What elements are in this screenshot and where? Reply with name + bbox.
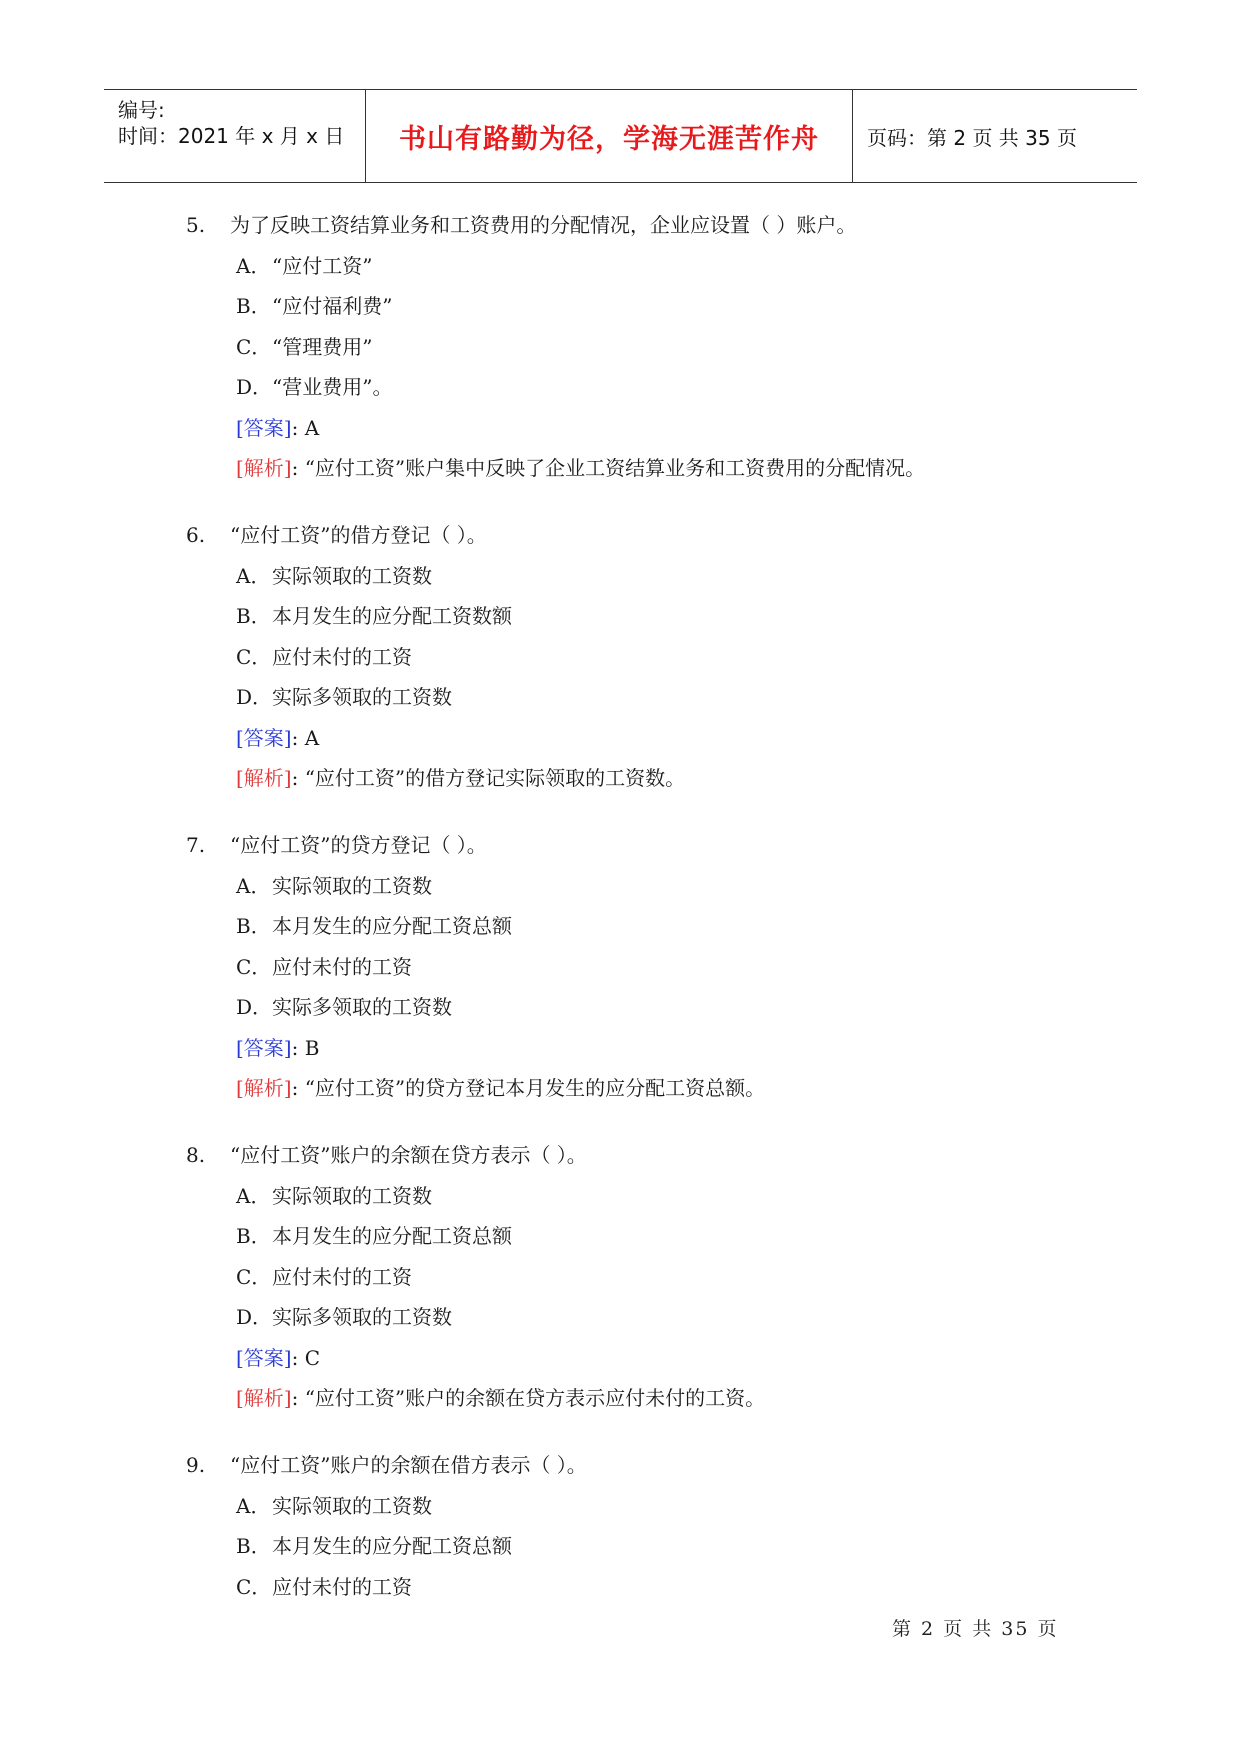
serial-label: 编号: bbox=[118, 98, 165, 122]
option-c bbox=[186, 1567, 1106, 1608]
option-letter: D． bbox=[236, 995, 273, 1019]
header-motto-cell bbox=[366, 90, 853, 182]
option-letter: A． bbox=[236, 563, 271, 588]
answer-line bbox=[186, 408, 1106, 449]
explanation-tag: [解析] bbox=[236, 1076, 292, 1100]
answer-line bbox=[186, 1338, 1106, 1379]
explanation-text: : “应付工资”账户集中反映了企业工资结算业务和工资费用的分配情况。 bbox=[291, 456, 926, 480]
question-number: 8. bbox=[186, 1143, 206, 1167]
option-letter: B． bbox=[236, 1534, 271, 1558]
explanation-line bbox=[186, 1068, 1106, 1109]
option-a bbox=[186, 246, 1106, 287]
option-a bbox=[186, 866, 1106, 907]
answer-value: : A bbox=[291, 725, 320, 750]
option-a bbox=[186, 1486, 1106, 1527]
question-item bbox=[186, 1445, 1106, 1607]
option-text: “营业费用”。 bbox=[272, 375, 393, 399]
question-item bbox=[186, 1135, 1106, 1419]
answer-tag: [答案] bbox=[236, 1345, 292, 1370]
answer-value: : A bbox=[291, 415, 320, 440]
option-b bbox=[186, 1526, 1106, 1567]
option-text: “应付工资” bbox=[272, 253, 373, 278]
question-item bbox=[186, 205, 1106, 489]
option-text: 实际多领取的工资数 bbox=[272, 1305, 452, 1329]
question-text: “应付工资”的贷方登记（ ）。 bbox=[230, 833, 487, 857]
option-letter: B． bbox=[236, 914, 271, 938]
option-letter: B． bbox=[236, 294, 271, 318]
question-number: 9. bbox=[186, 1453, 206, 1477]
option-b bbox=[186, 286, 1106, 327]
question-item bbox=[186, 515, 1106, 799]
option-d bbox=[186, 1297, 1106, 1338]
answer-tag: [答案] bbox=[236, 725, 292, 750]
option-letter: C． bbox=[236, 954, 272, 979]
option-letter: C． bbox=[236, 644, 272, 669]
option-a bbox=[186, 556, 1106, 597]
option-d bbox=[186, 677, 1106, 718]
question-number: 7. bbox=[186, 833, 206, 857]
option-letter: B． bbox=[236, 1224, 271, 1248]
option-letter: A． bbox=[236, 1493, 271, 1518]
option-text: 实际领取的工资数 bbox=[272, 1183, 432, 1208]
answer-line bbox=[186, 718, 1106, 759]
explanation-line bbox=[186, 1378, 1106, 1419]
option-text: 应付未付的工资 bbox=[272, 1264, 412, 1289]
question-stem bbox=[186, 1135, 1106, 1176]
header-page-label: 页码：第 2 页 共 35 页 bbox=[867, 125, 1077, 150]
option-letter: C． bbox=[236, 1574, 272, 1599]
option-text: 应付未付的工资 bbox=[272, 954, 412, 979]
option-letter: D． bbox=[236, 1305, 273, 1329]
question-text: “应付工资”账户的余额在借方表示（ ）。 bbox=[230, 1453, 587, 1477]
question-text: “应付工资”的借方登记（ ）。 bbox=[230, 523, 487, 547]
explanation-tag: [解析] bbox=[236, 766, 292, 790]
option-c bbox=[186, 327, 1106, 368]
question-number: 5. bbox=[186, 213, 206, 237]
option-a bbox=[186, 1176, 1106, 1217]
option-c bbox=[186, 1257, 1106, 1298]
option-d bbox=[186, 367, 1106, 408]
option-b bbox=[186, 906, 1106, 947]
question-stem bbox=[186, 205, 1106, 246]
option-text: “应付福利费” bbox=[272, 294, 393, 318]
question-stem bbox=[186, 1445, 1106, 1486]
explanation-text: : “应付工资”的贷方登记本月发生的应分配工资总额。 bbox=[291, 1076, 766, 1100]
explanation-tag: [解析] bbox=[236, 1386, 292, 1410]
option-c bbox=[186, 947, 1106, 988]
option-letter: D． bbox=[236, 685, 273, 709]
header-meta bbox=[104, 90, 366, 182]
question-item bbox=[186, 825, 1106, 1109]
header-page-cell bbox=[853, 90, 1137, 182]
motto: 书山有路勤为径，学海无涯苦作舟 bbox=[399, 123, 819, 155]
question-text: “应付工资”账户的余额在贷方表示（ ）。 bbox=[230, 1143, 587, 1167]
option-letter: C． bbox=[236, 1264, 272, 1289]
answer-line bbox=[186, 1028, 1106, 1069]
explanation-text: : “应付工资”账户的余额在贷方表示应付未付的工资。 bbox=[291, 1386, 766, 1410]
page-footer: 第 2 页 共 35 页 bbox=[892, 1618, 1059, 1640]
question-number: 6. bbox=[186, 523, 206, 547]
option-letter: C． bbox=[236, 334, 272, 359]
question-stem bbox=[186, 825, 1106, 866]
explanation-line bbox=[186, 758, 1106, 799]
option-b bbox=[186, 1216, 1106, 1257]
option-letter: B． bbox=[236, 604, 271, 628]
answer-tag: [答案] bbox=[236, 415, 292, 440]
option-text: 实际多领取的工资数 bbox=[272, 685, 452, 709]
explanation-line bbox=[186, 448, 1106, 489]
explanation-text: : “应付工资”的借方登记实际领取的工资数。 bbox=[291, 766, 686, 790]
option-letter: D． bbox=[236, 375, 273, 399]
answer-tag: [答案] bbox=[236, 1035, 292, 1060]
answer-value: : C bbox=[291, 1345, 321, 1370]
option-text: 本月发生的应分配工资总额 bbox=[272, 914, 512, 938]
option-text: 实际多领取的工资数 bbox=[272, 995, 452, 1019]
option-d bbox=[186, 987, 1106, 1028]
option-b bbox=[186, 596, 1106, 637]
option-text: 本月发生的应分配工资总额 bbox=[272, 1224, 512, 1248]
option-text: 实际领取的工资数 bbox=[272, 563, 432, 588]
option-letter: A． bbox=[236, 873, 271, 898]
option-text: 应付未付的工资 bbox=[272, 1574, 412, 1599]
option-letter: A． bbox=[236, 1183, 271, 1208]
option-text: 本月发生的应分配工资数额 bbox=[272, 604, 512, 628]
page-header bbox=[104, 89, 1137, 183]
option-text: 实际领取的工资数 bbox=[272, 873, 432, 898]
option-text: “管理费用” bbox=[272, 334, 373, 359]
time-label: 时间：2021 年 x 月 x 日 bbox=[118, 124, 345, 148]
option-text: 本月发生的应分配工资总额 bbox=[272, 1534, 512, 1558]
question-text: 为了反映工资结算业务和工资费用的分配情况，企业应设置（ ）账户。 bbox=[230, 213, 857, 237]
explanation-tag: [解析] bbox=[236, 456, 292, 480]
question-stem bbox=[186, 515, 1106, 556]
option-letter: A． bbox=[236, 253, 271, 278]
answer-value: : B bbox=[291, 1035, 320, 1060]
option-c bbox=[186, 637, 1106, 678]
option-text: 实际领取的工资数 bbox=[272, 1493, 432, 1518]
option-text: 应付未付的工资 bbox=[272, 644, 412, 669]
